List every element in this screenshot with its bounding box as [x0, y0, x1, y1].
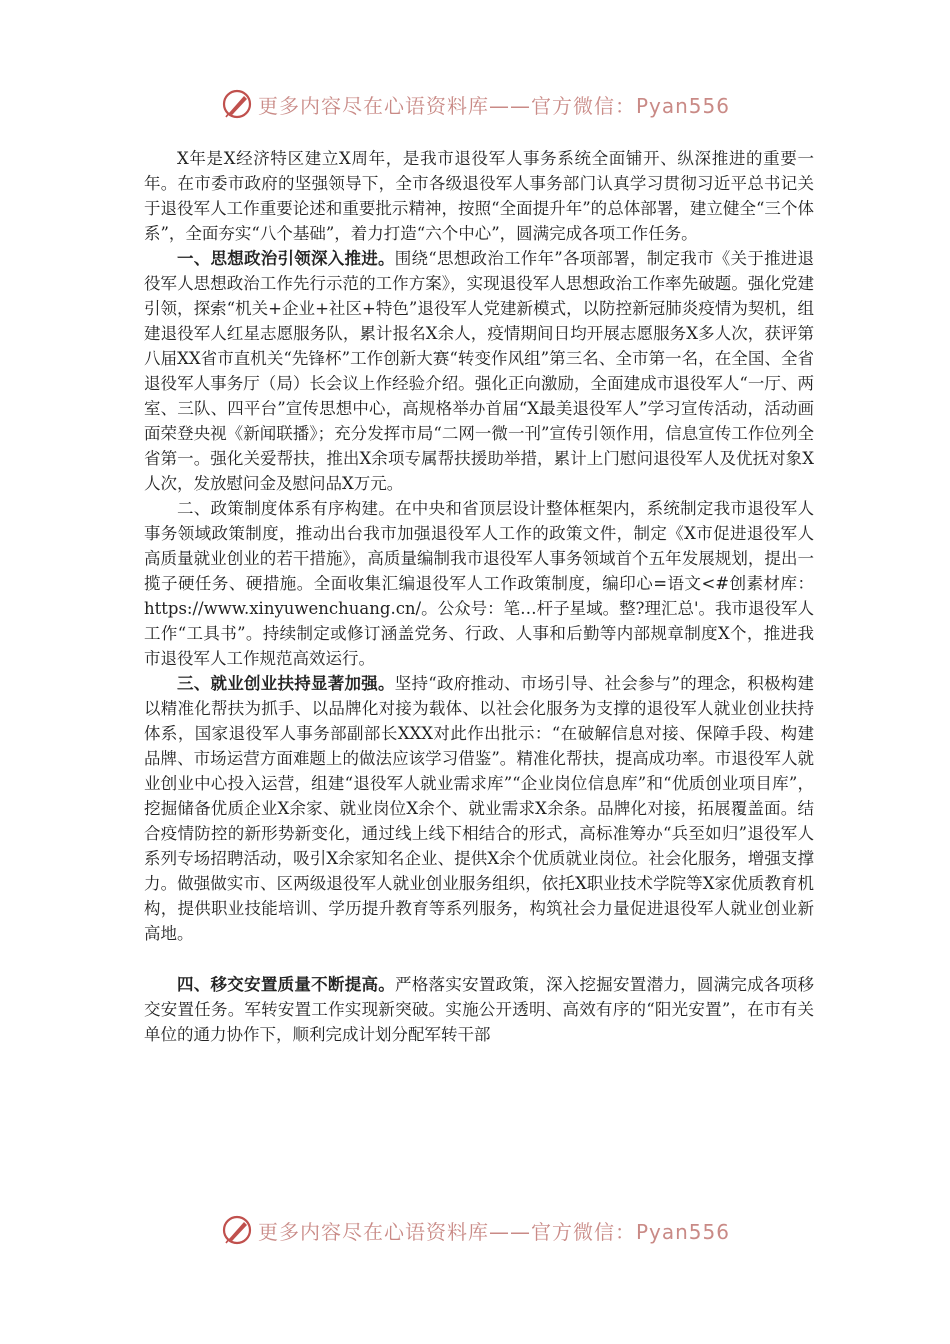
section-heading: 三、就业创业扶持显著加强。	[177, 674, 395, 693]
section-heading: 四、移交安置质量不断提高。	[177, 975, 396, 994]
pen-logo-icon	[220, 87, 254, 121]
paragraph-body: 在中央和省顶层设计整体框架内，系统制定我市退役军人事务领域政策制度，推动出台我市加强退役军人工作的政策文件，制定《X市促进退役军人高质量就业创业的若干措施》，高质量编制我市退役军人事务领域首个五年发展规划，提出一揽子硬任务、硬措施。全面收集汇编退役军人工作政策制度，编印心=语文<#创素材库：https://www.xinyuwenchuang.cn/。公众号：笔…杆子星域。整?理汇总'。我市退役军人工作“工具书”。持续制定或修订涵盖党务、行政、人事和后勤等内部规章制度X个，推进我市退役军人工作规范高效运行。	[144, 499, 815, 668]
footer-banner	[0, 1210, 950, 1250]
section-heading: 一、思想政治引领深入推进。	[177, 249, 395, 268]
section-heading: 二、政策制度体系有序构建。	[177, 499, 396, 518]
header-banner	[0, 84, 950, 124]
paragraph-section-3	[144, 671, 814, 946]
paragraph-body: 严格落实安置政策，深入挖掘安置潜力，圆满完成各项移交安置任务。军转安置工作实现新突破。实施公开透明、高效有序的“阳光安置”，在市有关单位的通力协作下，顺利完成计划分配军转干部	[144, 975, 815, 1044]
banner-text: 更多内容尽在心语资料库——官方微信：Pyan556	[257, 1219, 730, 1244]
paragraph-body: 坚持“政府推动、市场引导、社会参与”的理念，积极构建以精准化帮扶为抓手、以品牌化对接为载体、以社会化服务为支撑的退役军人就业创业扶持体系，国家退役军人事务部副部长XXX对此作出批示：“在破解信息对接、保障手段、构建品牌、市场运营方面难题上的做法应该学习借鉴”。精准化帮扶，提高成功率。市退役军人就业创业中心投入运营，组建“退役军人就业需求库”“企业岗位信息库”和“优质创业项目库”，挖掘储备优质企业X余家、就业岗位X余个、就业需求X余条。品牌化对接，拓展覆盖面。结合疫情防控的新形势新变化，通过线上线下相结合的形式，高标准筹办“兵至如归”退役军人系列专场招聘活动，吸引X余家知名企业、提供X余个优质就业岗位。社会化服务，增强支撑力。做强做实市、区两级退役军人就业创业服务组织，依托X职业技术学院等X家优质教育机构，提供职业技能培训、学历提升教育等系列服务，构筑社会力量促进退役军人就业创业新高地。	[144, 674, 814, 943]
document-body	[144, 146, 814, 1047]
paragraph-body: 围绕“思想政治工作年”各项部署，制定我市《关于推进退役军人思想政治工作先行示范的工作方案》，实现退役军人思想政治工作率先破题。强化党建引领，探索“机关+企业+社区+特色”退役军人党建新模式，以防控新冠肺炎疫情为契机，组建退役军人红星志愿服务队，累计报名X余人，疫情期间日均开展志愿服务X多人次，获评第八届XX省市直机关“先锋杯”工作创新大赛“转变作风组”第三名、全市第一名，在全国、全省退役军人事务厅（局）长会议上作经验介绍。强化正向激励，全面建成市退役军人“一厅、两室、三队、四平台”宣传思想中心，高规格举办首届“X最美退役军人”学习宣传活动，活动画面荣登央视《新闻联播》；充分发挥市局“二网一微一刊”宣传引领作用，信息宣传工作位列全省第一。强化关爱帮扶，推出X余项专属帮扶援助举措，累计上门慰问退役军人及优抚对象X人次，发放慰问金及慰问品X万元。	[144, 249, 814, 493]
paragraph-intro	[144, 146, 814, 246]
paragraph-section-4	[144, 972, 814, 1047]
paragraph-section-2	[144, 496, 814, 671]
paragraph-section-1	[144, 246, 814, 496]
pen-logo-icon	[220, 1213, 254, 1247]
banner-text: 更多内容尽在心语资料库——官方微信：Pyan556	[257, 93, 730, 118]
paragraph-body: X年是X经济特区建立X周年，是我市退役军人事务系统全面铺开、纵深推进的重要一年。在市委市政府的坚强领导下，全市各级退役军人事务部门认真学习贯彻习近平总书记关于退役军人工作重要论述和重要批示精神，按照“全面提升年”的总体部署，建立健全“三个体系”，全面夯实“八个基础”，着力打造“六个中心”，圆满完成各项工作任务。	[144, 149, 814, 243]
